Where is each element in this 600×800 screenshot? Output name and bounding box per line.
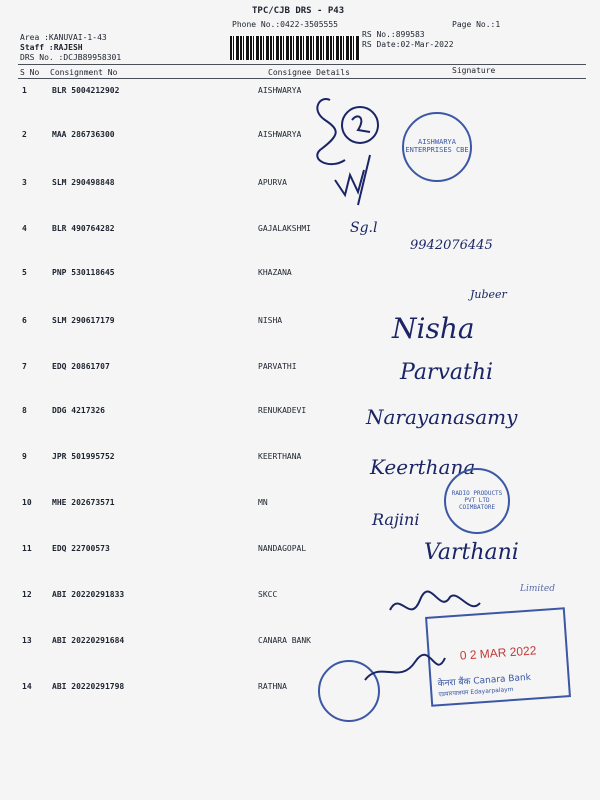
row-consignment: DDG 4217326 (52, 406, 105, 415)
table-row (0, 452, 600, 472)
column-consignment: Consignment No (50, 68, 118, 77)
signature-parvathi: Parvathi (400, 360, 494, 385)
table-row (0, 316, 600, 336)
row-consignee: NISHA (258, 316, 283, 325)
column-signature: Signature (452, 66, 496, 75)
table-row (0, 268, 600, 288)
row-consignee: CANARA BANK (258, 636, 311, 645)
column-consignee: Consignee Details (268, 68, 350, 77)
header-top-rule (18, 64, 586, 65)
row-consignment: MHE 202673571 (52, 498, 115, 507)
row-sno: 7 (22, 362, 27, 371)
drs-number: DRS No. :DCJB89958301 (20, 53, 122, 62)
row-consignee: AISHWARYA (258, 130, 302, 139)
row-sno: 14 (22, 682, 32, 691)
signature-apurva (330, 150, 390, 210)
handwritten-phone: 9942076445 (410, 238, 493, 253)
page-number: Page No.:1 (452, 20, 501, 29)
row-sno: 6 (22, 316, 27, 325)
limited-stamp-text: Limited (520, 584, 555, 594)
row-sno: 11 (22, 544, 32, 553)
row-consignment: ABI 20220291684 (52, 636, 125, 645)
row-consignment: JPR 501995752 (52, 452, 115, 461)
row-consignee: PARVATHI (258, 362, 297, 371)
signature-keerthana: Keerthana (370, 455, 476, 479)
table-row (0, 498, 600, 518)
signature-gajalakshmi: Sg.l (350, 220, 378, 236)
row-consignment: ABI 20220291798 (52, 682, 125, 691)
rs-number: RS No.:899583 (362, 30, 425, 39)
row-consignee: NANDAGOPAL (258, 544, 307, 553)
row-consignment: EDQ 22700573 (52, 544, 110, 553)
stamp-text: RADIO PRODUCTS PVT LTD COIMBATORE (451, 490, 503, 511)
row-sno: 8 (22, 406, 27, 415)
row-sno: 1 (22, 86, 27, 95)
table-row (0, 224, 600, 244)
row-consignee: KHAZANA (258, 268, 292, 277)
page-title: TPC/CJB DRS - P43 (252, 6, 345, 16)
row-consignment: ABI 20220291833 (52, 590, 125, 599)
signature-nisha: Nisha (392, 312, 475, 345)
signature-varthani: Varthani (424, 540, 519, 565)
stamp-date: 0 2 MAR 2022 (459, 643, 537, 663)
bank-branch: एडयारपालयम Edayarpalaym (438, 686, 514, 699)
row-consignee: GAJALAKSHMI (258, 224, 311, 233)
row-consignment: BLR 5004212902 (52, 86, 120, 95)
row-consignee: MN (258, 498, 268, 507)
bank-name: केनरा बैंक Canara Bank (437, 672, 532, 690)
table-row (0, 362, 600, 382)
aishwarya-enterprises-stamp (402, 112, 472, 182)
row-consignment: EDQ 20861707 (52, 362, 110, 371)
barcode-image (230, 36, 360, 60)
row-consignee: RATHNA (258, 682, 287, 691)
row-sno: 12 (22, 590, 32, 599)
rs-date: RS Date:02-Mar-2022 (362, 40, 454, 49)
staff-label: Staff :RAJESH (20, 43, 83, 52)
row-sno: 5 (22, 268, 27, 277)
row-consignment: SLM 290617179 (52, 316, 115, 325)
row-consignee: RENUKADEVI (258, 406, 307, 415)
row-sno: 9 (22, 452, 27, 461)
signature-rajini: Rajini (372, 510, 420, 529)
row-consignment: MAA 286736300 (52, 130, 115, 139)
radio-products-stamp (444, 468, 510, 534)
column-sno: S No (20, 68, 40, 77)
row-sno: 10 (22, 498, 32, 507)
table-row (0, 178, 600, 198)
row-sno: 13 (22, 636, 32, 645)
row-consignee: AISHWARYA (258, 86, 302, 95)
row-sno: 4 (22, 224, 27, 233)
row-consignee: KEERTHANA (258, 452, 302, 461)
row-sno: 2 (22, 130, 27, 139)
area-label: Area :KANUVAI-1-43 (20, 33, 107, 42)
stamp-text: AISHWARYA ENTERPRISES CBE (405, 138, 469, 154)
phone-number: Phone No.:0422-3505555 (232, 20, 338, 29)
signature-narayanasamy: Narayanasamy (366, 405, 518, 429)
handwritten-jubeer: Jubeer (470, 288, 507, 301)
row-consignment: SLM 290498848 (52, 178, 115, 187)
signature-canara-bank (360, 650, 450, 690)
row-sno: 3 (22, 178, 27, 187)
row-consignee: SKCC (258, 590, 278, 599)
row-consignment: BLR 490764282 (52, 224, 115, 233)
table-row (0, 590, 600, 610)
row-consignee: APURVA (258, 178, 287, 187)
row-consignment: PNP 530118645 (52, 268, 115, 277)
header-bottom-rule (18, 78, 586, 79)
